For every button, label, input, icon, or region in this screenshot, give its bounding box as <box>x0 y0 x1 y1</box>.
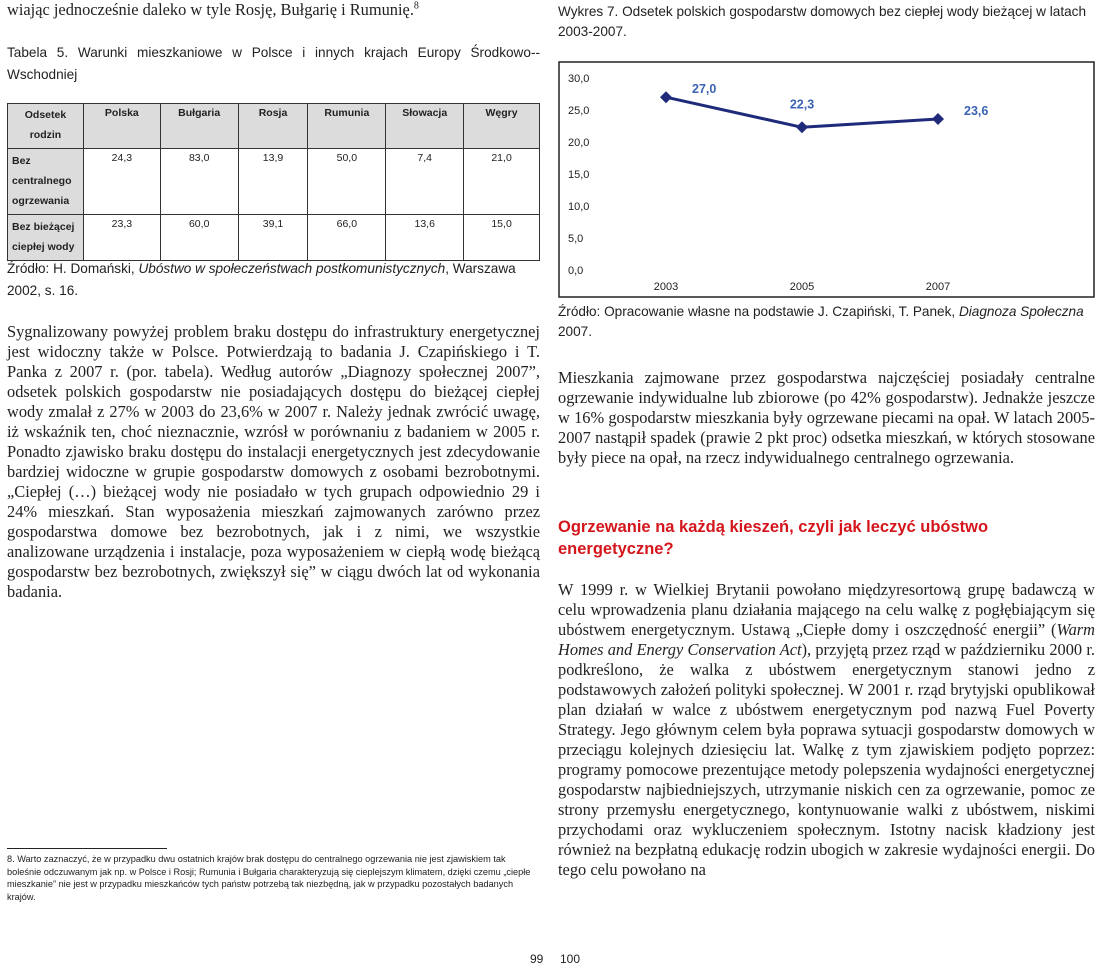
x-tick-label: 2003 <box>653 281 679 293</box>
col-header: Polska <box>83 104 160 149</box>
footnote-separator <box>7 848 167 849</box>
right-page <box>558 0 1095 975</box>
col-header: Słowacja <box>386 104 464 149</box>
hot-water-line-chart <box>558 61 1095 298</box>
data-label: 23,6 <box>964 103 989 118</box>
footnote-ref: 8 <box>413 0 419 12</box>
table-cell: 83,0 <box>160 149 238 215</box>
table-header-row <box>8 104 540 149</box>
intro-line: wiając jednocześnie daleko w tyle Rosję, Bułgarię i Rumunię.$^8$ <box>7 0 419 19</box>
chart-frame <box>559 62 1094 297</box>
page-number-left: 99 <box>530 952 544 966</box>
data-label: 27,0 <box>692 82 717 97</box>
y-tick-label: 15,0 <box>568 169 590 181</box>
y-tick-label: 5,0 <box>568 233 584 245</box>
table-cell: 21,0 <box>464 149 540 215</box>
table-cell: 23,3 <box>83 215 160 261</box>
table-cell: 66,0 <box>308 215 386 261</box>
left-page <box>7 0 544 975</box>
chart-source: Źródło: Opracowanie własne na podstawie J. Czapiński, T. Panek, Diagnoza Społeczna 2007. <box>558 304 1084 339</box>
y-tick-label: 25,0 <box>568 105 590 117</box>
page-number-right: 100 <box>560 952 581 966</box>
y-tick-label: 10,0 <box>568 201 590 213</box>
footnote: 8. Warto zaznaczyć, że w przypadku dwu ostatnich krajów brak dostępu do centralnego ogrzewania nie jest zjawiskiem tak boleśnie odczuwanym jak np. w Polsce i Rosji; Rumunia i Bułgaria charakteryzują się cieplejszym klimatem, dzięki czemu „ciepłe mieszkanie” nie jest w przypadku mieszkańców tych państw potrzebą tak niezbędną, jak w przypadku pozostałych badanych krajów. <box>7 854 531 902</box>
col-header: Rosja <box>238 104 308 149</box>
table-cell: 39,1 <box>238 215 308 261</box>
y-tick-label: 0,0 <box>568 265 584 277</box>
table-corner-cell: Odsetek rodzin <box>8 104 84 149</box>
body-paragraph-2: W 1999 r. w Wielkiej Brytanii powołano międzyresortową grupę badawczą w celu wprowadzenia planu działania mającego na celu walkę z pogłębiającym się ubóstwem energetycznym. Ustawą „Ciepłe domy i oszczędność energii” (Warm Homes and Energy Conservation Act), przyjętą przez rząd w październiku 2000 r. podkreślono, że walka z ubóstwem energetycznym stanowi jedno z podstawowych założeń polityki społecznej. W 2001 r. rząd brytyjski opublikował plan działań w walce z ubóstwem energetycznym pod nazwą Fuel Poverty Strategy. Jego głównym celem była poprawa sytuacji gospodarstw domowych w przeciągu kolejnych dziesięciu lat. Walkę z tym zjawiskiem podjęto poprzez: programy pomocowe prezentujące metody polepszenia wydajności energetycznej gospodarstw najbiedniejszych, utrzymanie niskich cen za ogrzewanie, pomoc ze strony przemysłu energetycznego, kontynuowanie walki z ubóstwem, niskimi przychodami oraz wykluczeniem społecznym. Istotny nacisk kładziony jest również na bezpłatną edukację rodzin ubogich w zakresie wydajności energii. Do tego celu powołano na <box>558 580 1095 879</box>
housing-conditions-table <box>7 103 540 261</box>
y-tick-label: 30,0 <box>568 73 590 85</box>
table-cell: 50,0 <box>308 149 386 215</box>
col-header: Bułgaria <box>160 104 238 149</box>
body-paragraph-1: Mieszkania zajmowane przez gospodarstwa najczęściej posiadały centralne ogrzewanie indywidualne lub zbiorowe (po 42% gospodarstw). Jednakże jeszcze w 16% gospodarstw mieszkania były ogrzewane piecami na opał. W latach 2005-2007 nastąpił spadek (prawie 2 pkt proc) odsetka mieszkań, w których stosowane były piece na opał, na rzecz indywidualnego centralnego ogrzewania. <box>558 368 1095 467</box>
body-paragraph: Sygnalizowany powyżej problem braku dostępu do infrastruktury energetycznej jest widoczny także w Polsce. Potwierdzają to badania J. Czapińskiego i T. Panka z 2007 r. (por. tabela). Według autorów „Diagnozy społecznej 2007”, odsetek polskich gospodarstw nie posiadających dostępu do bieżącej ciepłej wody zmalał z 27% w 2003 do 23,6% w 2007 r. Należy jednak zwrócić uwagę, iż wskaźnik ten, choć nieznacznie, wzrósł w porównaniu z badaniem w 2005 r. Ponadto zjawisko braku dostępu do instalacji energetycznych jest zdecydowanie bardziej widoczne w grupie gospodarstw domowych z osobami bezrobotnymi. „Ciepłej (…) bieżącej wody nie posiadało w tych grupach odpowiednio 29 i 24% mieszkań. Stan wyposażenia mieszkań zajmowanych zarówno przez gospodarstwa domowe bez bezrobotnych, jak i z nimi, we wszystkie analizowane urządzenia i instalacje, poza wyposażeniem w ciepłą wodę bieżącą gospodarstw bez bezrobotnych, zwiększył się” w ciągu dwóch lat od wykonania badania. <box>7 322 540 601</box>
table-row <box>8 149 540 215</box>
row-label: Bez bieżącej ciepłej wody <box>8 215 84 261</box>
table-cell: 13,6 <box>386 215 464 261</box>
col-header: Rumunia <box>308 104 386 149</box>
table-cell: 13,9 <box>238 149 308 215</box>
table-cell: 7,4 <box>386 149 464 215</box>
y-tick-label: 20,0 <box>568 137 590 149</box>
table-caption: Tabela 5. Warunki mieszkaniowe w Polsce i innych krajach Europy Środkowo--Wschodniej <box>7 45 540 82</box>
table-cell: 15,0 <box>464 215 540 261</box>
section-heading: Ogrzewanie na każdą kieszeń, czyli jak leczyć ubóstwo energetyczne? <box>558 518 989 558</box>
x-tick-label: 2005 <box>789 281 815 293</box>
chart-caption: Wykres 7. Odsetek polskich gospodarstw domowych bez ciepłej wody bieżącej w latach 2003-2007. <box>558 4 1087 39</box>
table-source: Źródło: H. Domański, Ubóstwo w społeczeństwach postkomunistycznych, Warszawa 2002, s. 16. <box>7 261 516 298</box>
table-cell: 24,3 <box>83 149 160 215</box>
table-row <box>8 215 540 261</box>
row-label: Bez centralnego ogrzewania <box>8 149 84 215</box>
col-header: Węgry <box>464 104 540 149</box>
x-tick-label: 2007 <box>925 281 951 293</box>
data-label: 22,3 <box>789 97 815 112</box>
table-cell: 60,0 <box>160 215 238 261</box>
